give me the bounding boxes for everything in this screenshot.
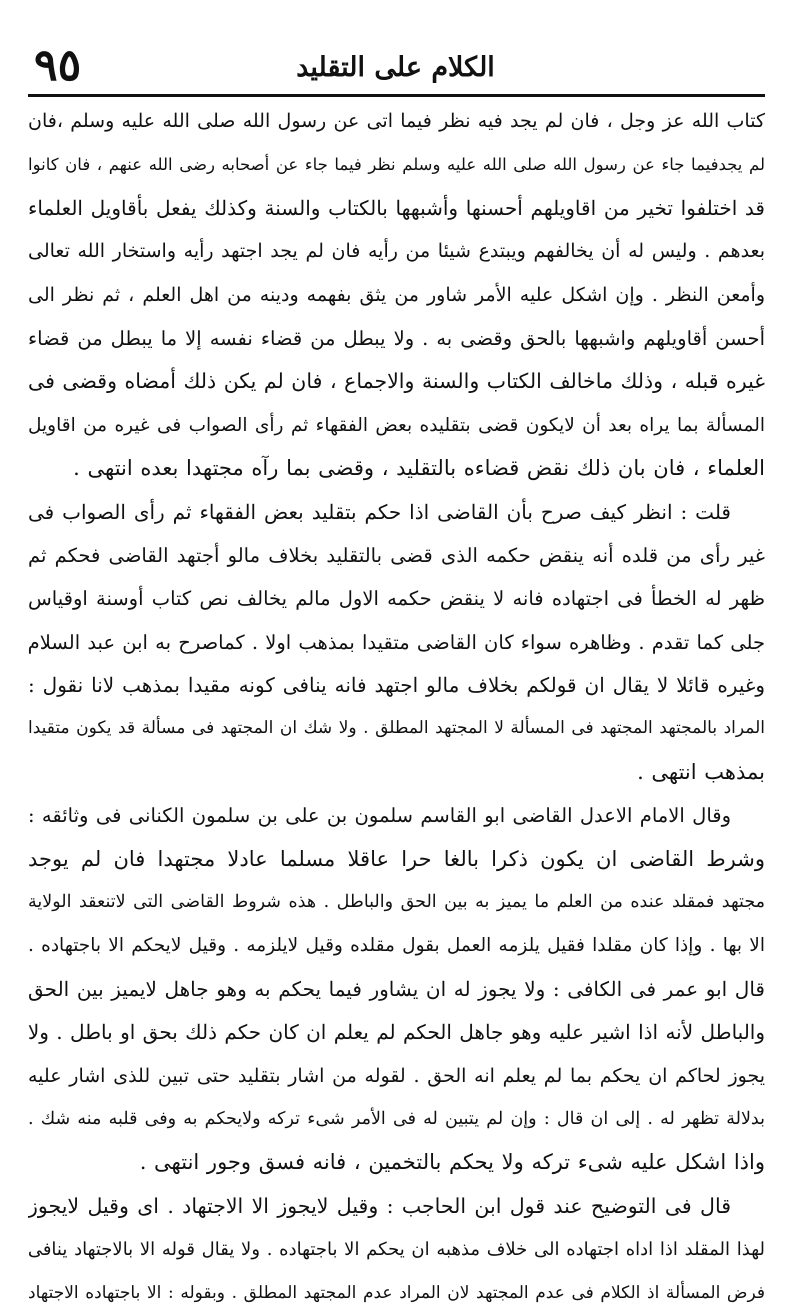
text-line: واذا اشكل عليه شىء تركه ولا يحكم بالتخمين ، فانه فسق وجور انتهى . (139, 1150, 765, 1175)
text-line: المسألة بما يراه بعد أن لايكون قضى بتقليده بعض الفقهاء ثم رأى الصواب فى غيره من اقاويل (28, 414, 765, 436)
text-line: بعدهم . وليس له أن يخالفهم ويبتدع شيئا من رأيه فان لم يجد اجتهد رأيه واستخار الله تعالى (28, 240, 765, 263)
text-line: غير رأى من قلده أنه ينقض حكمه الذى قضى بالتقليد بخلاف مالو أجتهد القاضى فحكم ثم (28, 543, 765, 567)
text-line: وأمعن النظر . وإن اشكل عليه الأمر شاور من يثق بفهمه ودينه من اهل العلم ، ثم نظر الى (28, 283, 765, 306)
text-line: بدلالة تظهر له . إلى ان قال : وإن لم يتبين له فى الأمر شىء تركه ولايحكم به وفى قلبه منه شك . (28, 1108, 765, 1129)
text-line: العلماء ، فان بان ذلك نقض قضاءه بالتقليد ، وقضى بما رآه مجتهدا بعده انتهى . (73, 456, 765, 481)
text-line: قال فى التوضيح عند قول ابن الحاجب : وقيل لايجوز الا الاجتهاد . اى وقيل لايجوز (28, 1193, 731, 1218)
text-line: قال ابو عمر فى الكافى : ولا يجوز له ان يشاور فيما يحكم به وهو جاهل لايميز بين الحق (28, 976, 765, 1001)
text-line: الا بها . وإذا كان مقلدا فقيل يلزمه العمل بقول مقلده وقيل لايلزمه . وقيل لايحكم الا باجتهاده . (28, 935, 765, 957)
text-line: بمذهب انتهى . (637, 759, 765, 784)
header-rule (28, 94, 765, 97)
text-line: يجوز لحاكم ان يحكم بما لم يعلم انه الحق . لقوله من اشار بتقليد حتى تبين للذى اشار عليه (28, 1064, 765, 1087)
text-line: لهذا المقلد اذا اداه اجتهاده الى خلاف مذهبه ان يحكم الا باجتهاده . ولا يقال قوله الا بالاجتهاد ينافى (28, 1239, 765, 1261)
page-header (28, 40, 763, 96)
text-line: غيره قبله ، وذلك ماخالف الكتاب والسنة والاجماع ، فان لم يكن ذلك أمضاه وقضى فى (28, 369, 765, 394)
text-line: وغيره قائلا لا يقال ان قولكم بخلاف مالو اجتهد فانه ينافى كونه مقيدا بمذهب لانا نقول : (28, 673, 765, 698)
text-line: قلت : انظر كيف صرح بأن القاضى اذا حكم بتقليد بعض الفقهاء ثم رأى الصواب فى (28, 499, 731, 524)
text-line: ظهر له الخطأ فى اجتهاده فانه لا ينقض حكمه الاول مالم يخالف نص كتاب أوسنة اوقياس (28, 587, 765, 611)
text-line: جلى كما تقدم . وظاهره سواء كان القاضى متقيدا بمذهب اولا . كماصرح به ابن عبد السلام (28, 630, 765, 654)
text-line: لم يجدفيما جاء عن رسول الله صلى الله عليه وسلم نظر فيما جاء عن أصحابه رضى الله عنهم ، فان كانوا (28, 155, 765, 175)
running-title: الكلام على التقليد (296, 52, 495, 83)
body-text (28, 100, 765, 1315)
text-line: فرض المسألة اذ الكلام فى عدم المجتهد لان المراد عدم المجتهد المطلق . وبقوله : الا باجتهاده الاجتهاد (28, 1282, 765, 1303)
page-number: ٩٥ (34, 40, 82, 91)
text-line: وشرط القاضى ان يكون ذكرا بالغا حرا عاقلا مسلما عادلا مجتهدا فان لم يوجد (28, 846, 765, 871)
text-line: قد اختلفوا تخير من اقاويلهم أحسنها وأشبهها بالكتاب والسنة وكذلك يفعل بأقاويل العلماء (28, 195, 765, 220)
text-line: كتاب الله عز وجل ، فان لم يجد فيه نظر فيما اتى عن رسول الله صلى الله عليه وسلم ،فان (28, 110, 765, 132)
text-line: أحسن أقاويلهم واشبهها بالحق وقضى به . ولا يبطل من قضاء نفسه إلا ما يبطل من قضاء (28, 326, 765, 350)
text-line: مجتهد فمقلد عنده من العلم ما يميز به بين الحق والباطل . هذه شروط القاضى التى لاتنعقد الولاية (28, 892, 765, 913)
text-line: المراد بالمجتهد المجتهد فى المسألة لا المجتهد المطلق . ولا شك ان المجتهد فى مسألة قد يكون متقيدا (28, 718, 765, 739)
text-line: وقال الامام الاعدل القاضى ابو القاسم سلمون بن على بن سلمون الكنانى فى وثائقه : (28, 804, 731, 828)
text-line: والباطل لأنه اذا اشير عليه وهو جاهل الحكم لم يعلم ان كان حكم ذلك بحق او باطل . ولا (28, 1020, 765, 1045)
